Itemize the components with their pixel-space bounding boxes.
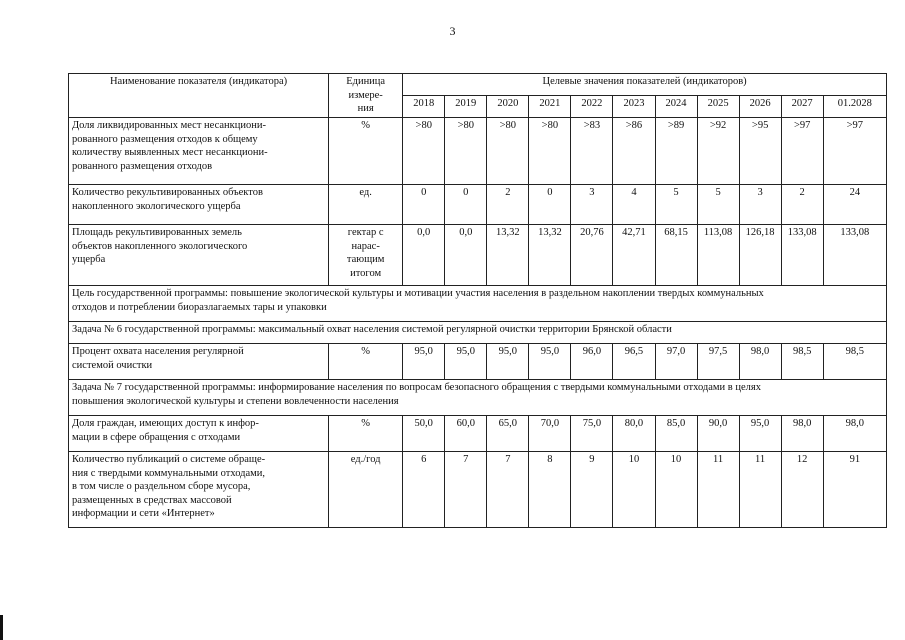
target-value-cell: 68,15 <box>655 224 697 285</box>
target-value-cell: 96,5 <box>613 343 655 379</box>
indicator-name: Доля граждан, имеющих доступ к инфор- мации в сфере обращения с отходами <box>69 415 329 451</box>
header-year: 01.2028 <box>823 95 886 117</box>
target-value-cell: 8 <box>529 451 571 527</box>
indicator-unit: % <box>329 117 403 184</box>
target-value-cell: 10 <box>613 451 655 527</box>
target-value-cell: >86 <box>613 117 655 184</box>
header-year: 2024 <box>655 95 697 117</box>
target-value-cell: 90,0 <box>697 415 739 451</box>
target-value-cell: 0,0 <box>445 224 487 285</box>
indicator-name: Площадь рекультивированных земель объектов накопленного экологического ущерба <box>69 224 329 285</box>
section-row <box>69 379 887 415</box>
indicator-name: Доля ликвидированных мест несанкциони- рованного размещения отходов к общему количеству выявленных мест несанкциони- рованного размещения отходов <box>69 117 329 184</box>
target-value-cell: 11 <box>739 451 781 527</box>
target-value-cell: 95,0 <box>487 343 529 379</box>
target-value-cell: 42,71 <box>613 224 655 285</box>
indicator-unit: ед./год <box>329 451 403 527</box>
target-value-cell: 2 <box>487 184 529 224</box>
header-year: 2026 <box>739 95 781 117</box>
target-value-cell: 12 <box>781 451 823 527</box>
target-value-cell: 97,0 <box>655 343 697 379</box>
header-year: 2019 <box>445 95 487 117</box>
table-body <box>69 117 887 527</box>
indicator-name: Количество рекультивированных объектов накопленного экологического ущерба <box>69 184 329 224</box>
section-text: Цель государственной программы: повышение экологической культуры и мотивации участия населения в раздельном накоплении твердых коммунальных отходов и потреблении биоразлагаемых тары и упаковки <box>69 285 887 321</box>
target-value-cell: 5 <box>697 184 739 224</box>
section-text: Задача № 7 государственной программы: информирование населения по вопросам безопасного обращения с твердыми коммунальными отходами в целях повышения экологической культуры и степени вовлеченности населения <box>69 379 887 415</box>
target-value-cell: 133,08 <box>823 224 886 285</box>
header-target-values: Целевые значения показателей (индикаторов) <box>403 74 887 96</box>
target-value-cell: 60,0 <box>445 415 487 451</box>
header-year: 2021 <box>529 95 571 117</box>
target-value-cell: 85,0 <box>655 415 697 451</box>
indicator-unit: % <box>329 343 403 379</box>
header-year: 2018 <box>403 95 445 117</box>
section-row <box>69 321 887 343</box>
target-value-cell: 9 <box>571 451 613 527</box>
header-unit: Единица измере- ния <box>329 74 403 118</box>
target-value-cell: >80 <box>529 117 571 184</box>
target-value-cell: 91 <box>823 451 886 527</box>
target-value-cell: 7 <box>487 451 529 527</box>
indicator-name: Процент охвата населения регулярной системой очистки <box>69 343 329 379</box>
target-value-cell: >83 <box>571 117 613 184</box>
section-text: Задача № 6 государственной программы: максимальный охват населения системой регулярной очистки территории Брянской области <box>69 321 887 343</box>
target-value-cell: >80 <box>403 117 445 184</box>
target-value-cell: 6 <box>403 451 445 527</box>
target-value-cell: >89 <box>655 117 697 184</box>
target-value-cell: 133,08 <box>781 224 823 285</box>
table-row <box>69 415 887 451</box>
target-value-cell: 98,0 <box>781 415 823 451</box>
target-value-cell: 24 <box>823 184 886 224</box>
target-value-cell: 95,0 <box>403 343 445 379</box>
target-value-cell: 3 <box>739 184 781 224</box>
indicator-unit: % <box>329 415 403 451</box>
target-value-cell: 13,32 <box>529 224 571 285</box>
target-value-cell: 95,0 <box>739 415 781 451</box>
scan-edge-mark <box>0 615 3 640</box>
header-year: 2027 <box>781 95 823 117</box>
target-value-cell: 11 <box>697 451 739 527</box>
target-value-cell: 0 <box>403 184 445 224</box>
indicator-unit: гектар с нарас- тающим итогом <box>329 224 403 285</box>
target-value-cell: 95,0 <box>529 343 571 379</box>
target-value-cell: 7 <box>445 451 487 527</box>
target-value-cell: 113,08 <box>697 224 739 285</box>
target-value-cell: 13,32 <box>487 224 529 285</box>
target-value-cell: 0,0 <box>403 224 445 285</box>
target-value-cell: 0 <box>529 184 571 224</box>
target-value-cell: 5 <box>655 184 697 224</box>
target-value-cell: 80,0 <box>613 415 655 451</box>
header-year: 2023 <box>613 95 655 117</box>
target-value-cell: 50,0 <box>403 415 445 451</box>
target-value-cell: 3 <box>571 184 613 224</box>
target-value-cell: 98,5 <box>781 343 823 379</box>
header-indicator-name: Наименование показателя (индикатора) <box>69 74 329 118</box>
header-year: 2022 <box>571 95 613 117</box>
target-value-cell: >80 <box>487 117 529 184</box>
target-value-cell: 95,0 <box>445 343 487 379</box>
target-value-cell: >97 <box>781 117 823 184</box>
table-row <box>69 117 887 184</box>
target-value-cell: >97 <box>823 117 886 184</box>
target-value-cell: 98,5 <box>823 343 886 379</box>
indicators-table <box>68 73 887 528</box>
table-row <box>69 224 887 285</box>
target-value-cell: 65,0 <box>487 415 529 451</box>
table-row <box>69 451 887 527</box>
target-value-cell: 97,5 <box>697 343 739 379</box>
target-value-cell: 126,18 <box>739 224 781 285</box>
indicator-unit: ед. <box>329 184 403 224</box>
table-header <box>69 74 887 118</box>
table-row <box>69 343 887 379</box>
section-row <box>69 285 887 321</box>
target-value-cell: 0 <box>445 184 487 224</box>
target-value-cell: 10 <box>655 451 697 527</box>
indicator-name: Количество публикаций о системе обраще- ния с твердыми коммунальными отходами, в том числе о раздельном сборе мусора, размещенных в средствах массовой информации и сети «Интернет» <box>69 451 329 527</box>
target-value-cell: >95 <box>739 117 781 184</box>
target-value-cell: 2 <box>781 184 823 224</box>
target-value-cell: 20,76 <box>571 224 613 285</box>
target-value-cell: 98,0 <box>823 415 886 451</box>
header-year: 2025 <box>697 95 739 117</box>
target-value-cell: 96,0 <box>571 343 613 379</box>
target-value-cell: >92 <box>697 117 739 184</box>
target-value-cell: 98,0 <box>739 343 781 379</box>
target-value-cell: 4 <box>613 184 655 224</box>
table-row <box>69 184 887 224</box>
target-value-cell: 70,0 <box>529 415 571 451</box>
page-number: 3 <box>449 24 456 38</box>
target-value-cell: 75,0 <box>571 415 613 451</box>
header-year: 2020 <box>487 95 529 117</box>
target-value-cell: >80 <box>445 117 487 184</box>
